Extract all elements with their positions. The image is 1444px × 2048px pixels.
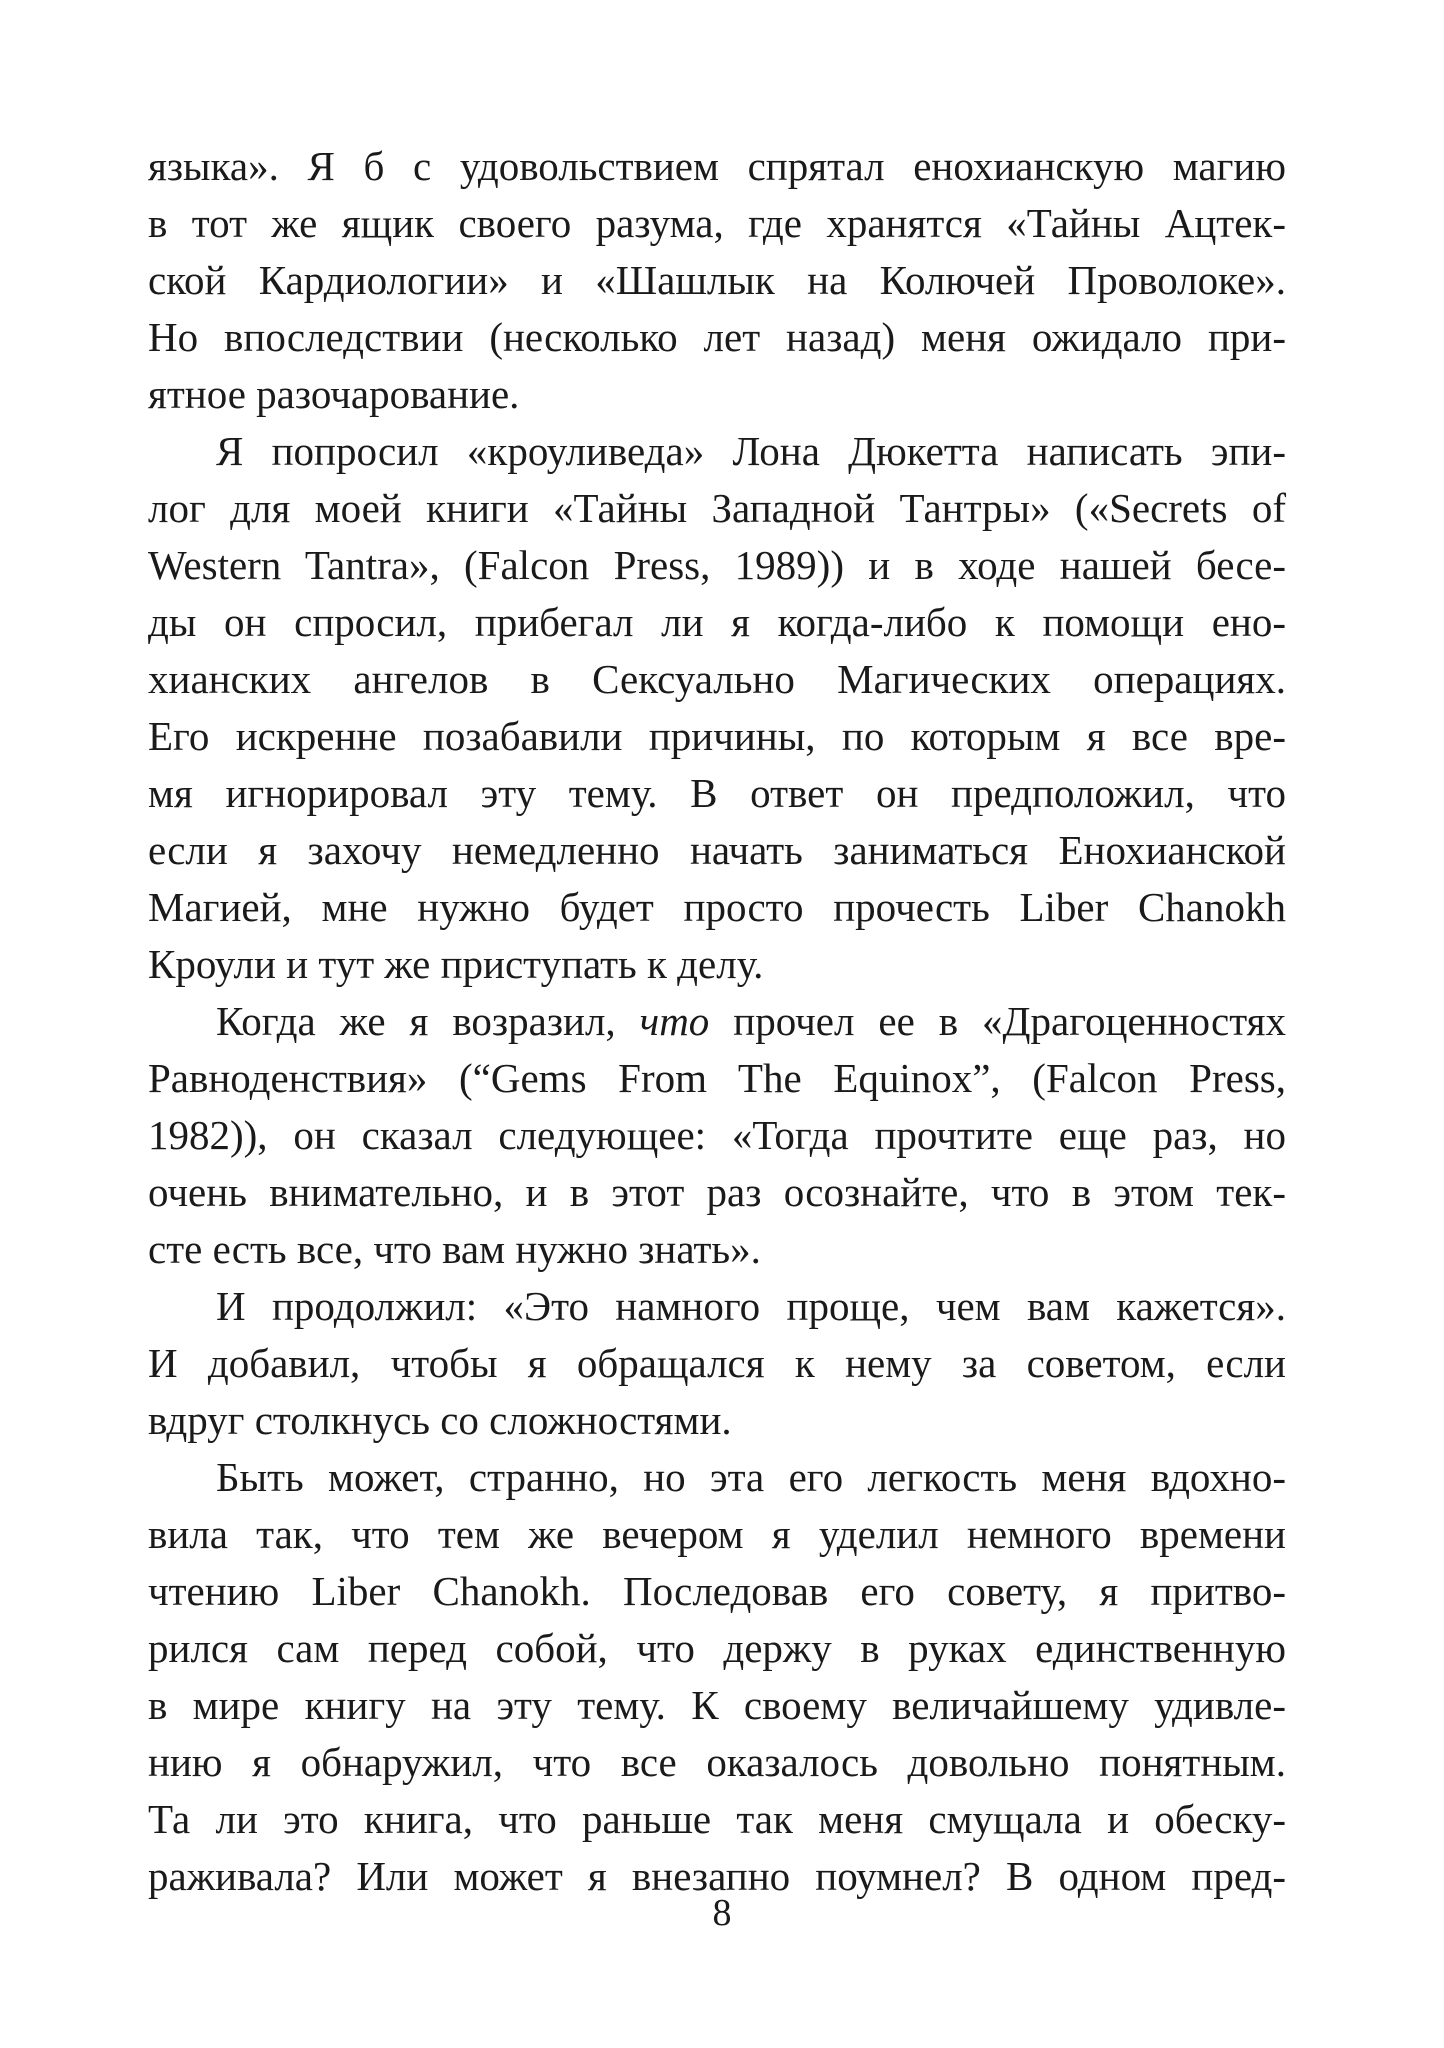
text-line: рился сам перед собой, что держу в руках единственную — [148, 1625, 1286, 1671]
text-line: ской Кардиологии» и «Шашлык на Колючей Проволоке». — [148, 257, 1286, 303]
text-line: раживала? Или может я внезапно поумнел? В одном пред- — [148, 1853, 1286, 1899]
text-line: если я захочу немедленно начать заниматься Енохианской — [148, 827, 1286, 873]
text-line: И добавил, чтобы я обращался к нему за советом, если — [148, 1340, 1286, 1386]
text-line: очень внимательно, и в этот раз осознайте, что в этом тек- — [148, 1169, 1286, 1215]
text-line: Быть может, странно, но эта его легкость меня вдохно- — [216, 1454, 1286, 1500]
text-run: прочел ее в «Драгоценностях — [709, 998, 1286, 1044]
paragraph — [148, 423, 1286, 993]
text-run: Когда же я возразил, — [216, 998, 640, 1044]
text-line — [148, 993, 1286, 1050]
text-line: Но впоследствии (несколько лет назад) меня ожидало при- — [148, 314, 1286, 360]
text-line: Равноденствия» (“Gems From The Equinox”, (Falcon Press, — [148, 1055, 1286, 1101]
paragraph — [148, 993, 1286, 1278]
text-line: ятное разочарование. — [148, 371, 520, 417]
text-line: Магией, мне нужно будет просто прочесть Liber Chanokh — [148, 884, 1286, 930]
text-line: языка». Я б с удовольствием спрятал енохианскую магию — [148, 143, 1286, 189]
paragraph — [148, 1449, 1286, 1905]
paragraph — [148, 1278, 1286, 1449]
text-line: мя игнорировал эту тему. В ответ он предположил, что — [148, 770, 1286, 816]
text-line: нию я обнаружил, что все оказалось довольно понятным. — [148, 1739, 1286, 1785]
text-line: ды он спросил, прибегал ли я когда-либо к помощи ено- — [148, 599, 1286, 645]
text-line: Та ли это книга, что раньше так меня смущала и обеску- — [148, 1796, 1286, 1842]
text-line: вила так, что тем же вечером я уделил немного времени — [148, 1511, 1286, 1557]
body-text — [148, 138, 1286, 1905]
text-line: вдруг столкнусь со сложностями. — [148, 1397, 732, 1443]
text-line: Кроули и тут же приступать к делу. — [148, 941, 764, 987]
text-line: Western Tantra», (Falcon Press, 1989)) и в ходе нашей бесе- — [148, 542, 1286, 588]
text-line: Я попросил «кроуливеда» Лона Дюкетта написать эпи- — [216, 428, 1286, 474]
text-line: в мире книгу на эту тему. К своему величайшему удивле- — [148, 1682, 1286, 1728]
page-number: 8 — [712, 1892, 732, 1934]
text-line: в тот же ящик своего разума, где хранятся «Тайны Ацтек- — [148, 200, 1286, 246]
text-line: Его искренне позабавили причины, по которым я все вре- — [148, 713, 1286, 759]
text-line: И продолжил: «Это намного проще, чем вам кажется». — [216, 1283, 1286, 1329]
text-line: чтению Liber Chanokh. Последовав его совету, я притво- — [148, 1568, 1286, 1614]
text-line: сте есть все, что вам нужно знать». — [148, 1226, 761, 1272]
text-line: 1982)), он сказал следующее: «Тогда прочтите еще раз, но — [148, 1112, 1286, 1158]
text-line: хианских ангелов в Сексуально Магических операциях. — [148, 656, 1286, 702]
italic-emphasis: что — [639, 998, 710, 1044]
paragraph — [148, 138, 1286, 423]
text-line: лог для моей книги «Тайны Западной Тантры» («Secrets of — [148, 485, 1286, 531]
